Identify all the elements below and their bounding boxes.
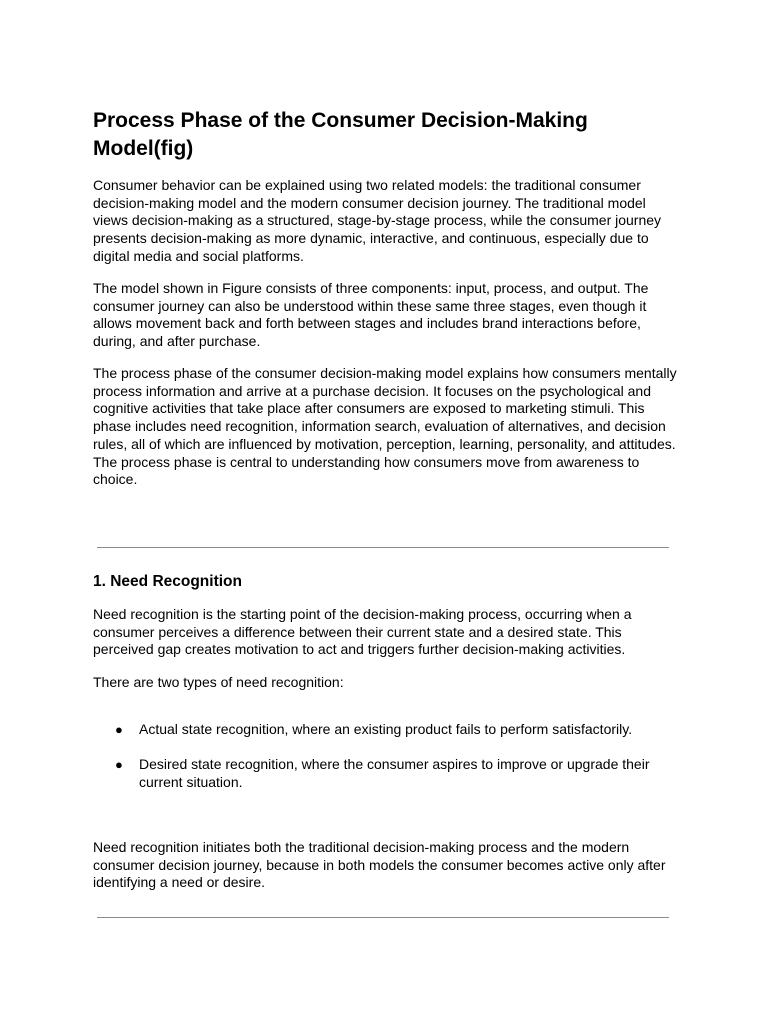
section-heading-need-recognition: 1. Need Recognition — [93, 573, 242, 590]
bullet-icon: ● — [115, 722, 123, 737]
need-recognition-paragraph-2: There are two types of need recognition: — [93, 674, 344, 690]
page-title: Process Phase of the Consumer Decision-Making Model(fig) — [93, 109, 588, 160]
list-item-text: Desired state recognition, where the consumer aspires to improve or upgrade their current situation. — [139, 756, 650, 790]
horizontal-divider-2 — [97, 917, 669, 918]
need-recognition-paragraph-3: Need recognition initiates both the traditional decision-making process and the modern consumer decision journey, because in both models the consumer becomes active only after identifying a need or desire. — [93, 839, 666, 891]
intro-paragraph-3: The process phase of the consumer decision-making model explains how consumers mentally process information and arrive at a purchase decision. It focuses on the psychological and cognitive activities that take place after consumers are exposed to marketing stimuli. This phase includes need recognition, information search, evaluation of alternatives, and decision rules, all of which are influenced by motivation, perception, learning, personality, and attitudes. The process phase is central to understanding how consumers move from awareness to choice. — [93, 365, 677, 488]
intro-paragraph-2: The model shown in Figure consists of three components: input, process, and output. The consumer journey can also be understood within these same three stages, even though it allows movement back and forth between stages and includes brand interactions before, during, and after purchase. — [93, 280, 649, 350]
list-item-text: Actual state recognition, where an existing product fails to perform satisfactorily. — [139, 721, 633, 737]
need-recognition-paragraph-1: Need recognition is the starting point of the decision-making process, occurring when a consumer perceives a difference between their current state and a desired state. This perceived gap creates motivation to act and triggers further decision-making activities. — [93, 606, 632, 658]
bullet-icon: ● — [115, 757, 123, 772]
horizontal-divider-1 — [97, 547, 669, 548]
intro-paragraph-1: Consumer behavior can be explained using two related models: the traditional consumer decision-making model and the modern consumer decision journey. The traditional model views decision-making as a structured, stage-by-stage process, while the consumer journey presents decision-making as more dynamic, interactive, and continuous, especially due to digital media and social platforms. — [93, 177, 662, 264]
